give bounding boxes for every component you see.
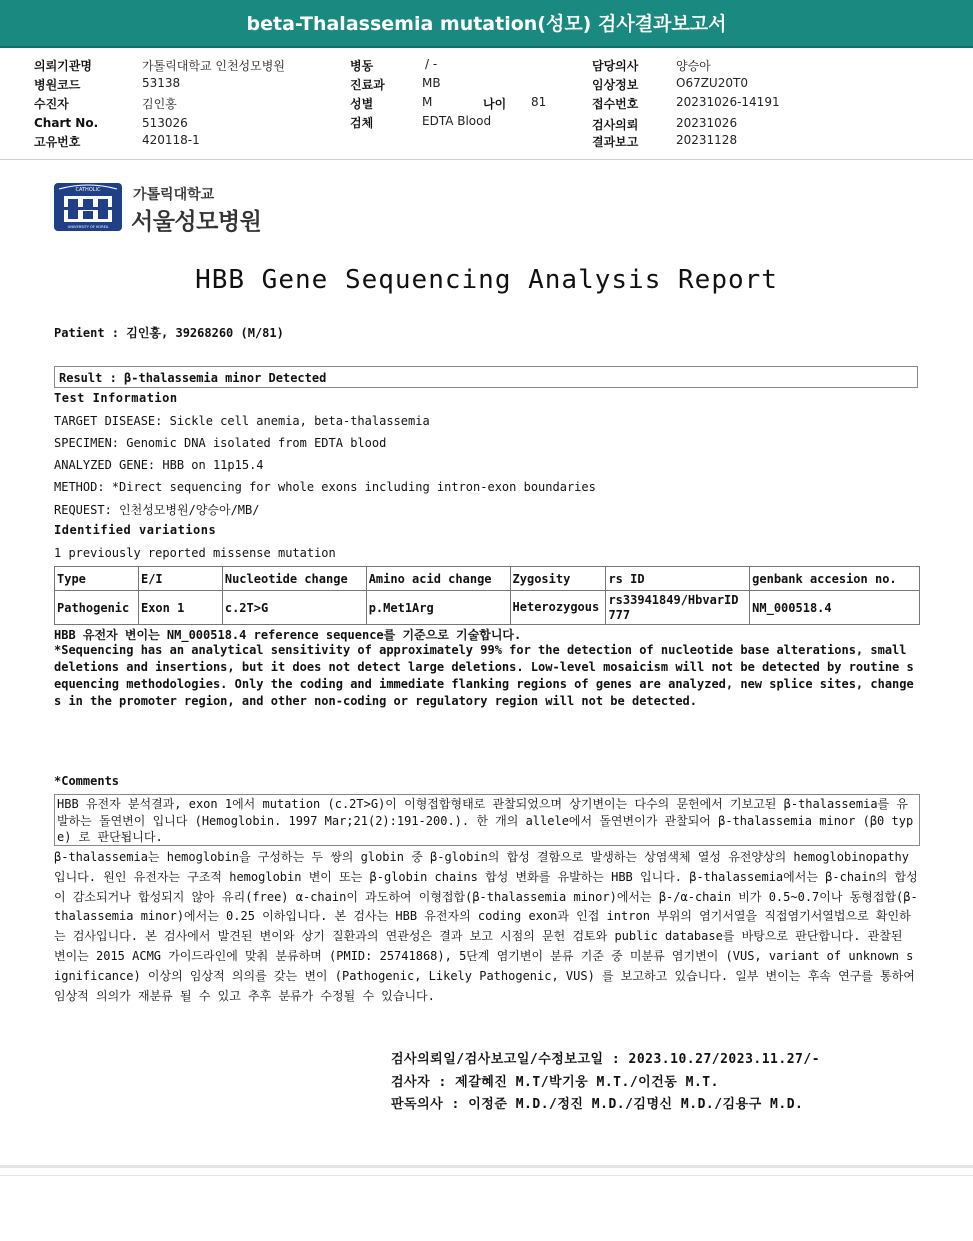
signature-testers: 검사자 : 제갈혜진 M.T/박기웅 M.T./이건동 M.T. [391,1075,719,1090]
logo-university-name: 가톨릭대학교 [133,187,215,203]
variant-table-header-row [55,567,920,591]
col-header-type: Type [55,567,139,591]
col-header-amino-acid: Amino acid change [366,567,510,591]
col-header-rs-id: rs ID [606,567,750,591]
header-value-specimen: EDTA Blood [422,114,492,128]
identified-heading: Identified variations [54,523,217,537]
header-value-age: 81 [531,95,547,109]
reference-note: HBB 유전자 변이는 NM_000518.4 reference sequence를 기준으로 기술합니다. [54,628,522,642]
target-disease: TARGET DISEASE: Sickle cell anemia, beta-thalassemia [54,414,430,428]
header-label-chart-no: Chart No. [34,116,99,130]
header-label-report-date: 결과보고 [592,135,639,149]
comments-detail: β-thalassemia는 hemoglobin을 구성하는 두 쌍의 globin 중 β-globin의 합성 결함으로 발생하는 상염색체 열성 유전양상의 hemoglobinopathy입니다. 원인 유전자는 구조적 hemoglobin 변이 또는 β-globin chains 합성 변화를 유발하는 HBB 입니다. β-thalassemia에서는 β-chain의 합성이 감소되거나 합성되지 않아 유리(free) α-chain이 과도하여 이형접합(β-thalassemia minor)에서는 β-/α-chain 비가 0.5~0.7이나 동형접합(β-thalassemia minor)에서는 0.25 이하입니다. 본 검사는 HBB 유전자의 coding exon과 인접 intron 부위의 염기서열을 직접염기서열법으로 확인하는 검사입니다. 본 검사에서 발견된 변이와 상기 질환과의 연관성은 결과 보고 시점의 문헌 검토와 public database를 바탕으로 판단합니다. 관찰된 변이는 2015 ACMG 가이드라인에 맞춰 분류하며 (PMID: 25741868), 5단계 염기변이 분류 기준 중 미분류 염기변이 (VUS, variant of unknown significance) 이상의 임상적 의의를 갖는 변이 (Pathogenic, Likely Pathogenic, VUS) 를 보고하고 있습니다. 일부 변이는 후속 연구를 통하여 임상적 의의가 재분류 될 수 있고 추후 분류가 수정될 수 있습니다. [54,850,918,1003]
patient-line: Patient : 김인홍, 39268260 (M/81) [54,326,284,340]
analyzed-gene: ANALYZED GENE: HBB on 11p15.4 [54,458,264,472]
header-value-hospital-code: 53138 [142,76,181,90]
header-value-ward: / - [425,57,438,71]
header-label-specimen: 검체 [350,116,374,130]
header-label-institution: 의뢰기관명 [34,59,92,73]
header-value-report-date: 20231128 [676,133,738,147]
header-value-accession-no: 20231026-14191 [676,95,780,109]
header-label-doctor: 담당의사 [592,59,639,73]
header-label-request-date: 검사의뢰 [592,118,639,132]
header-label-hospital-code: 병원코드 [34,78,81,92]
hospital-logo-icon [54,183,122,231]
specimen-line: SPECIMEN: Genomic DNA isolated from EDTA blood [54,436,387,450]
banner-underline [0,46,973,48]
header-value-request-date: 20231026 [676,116,738,130]
test-info-heading: Test Information [54,391,178,405]
footer-divider-thin [0,1175,973,1176]
header-value-patient: 김인홍 [142,97,177,111]
header-value-department: MB [422,76,441,90]
header-label-unique-no: 고유번호 [34,135,81,149]
table-row [55,591,920,625]
cell-exon-intron: Exon 1 [138,591,222,625]
logo-hospital-name: 서울성모병원 [131,209,262,235]
header-value-chart-no: 513026 [142,116,188,130]
sensitivity-note: *Sequencing has an analytical sensitivity of approximately 99% for the detection of nucleotide base alterations, small deletions and insertions, but it does not detect large deletions. Low-level mosaicism will not be detected by routine sequencing methodologies. Only the coding and immediate flanking regions of genes are analyzed, new splice sites, changes in the promoter region, and other non-coding or regulatory region will not be detected. [54,643,914,708]
header-value-clinical-info: O67ZU20T0 [676,76,748,90]
header-label-accession-no: 접수번호 [592,97,639,111]
cell-genbank: NM_000518.4 [750,591,920,625]
col-header-genbank: genbank accesion no. [750,567,920,591]
report-banner-title: beta-Thalassemia mutation(성모) 검사결과보고서 [0,0,973,46]
report-title: HBB Gene Sequencing Analysis Report [195,265,778,295]
header-value-unique-no: 420118-1 [142,133,200,147]
header-label-age: 나이 [483,97,507,111]
header-label-ward: 병동 [350,59,374,73]
header-value-sex: M [422,95,433,109]
request-line: REQUEST: 인천성모병원/양승아/MB/ [54,503,260,517]
cell-rs-id: rs33941849/HbvarID 777 [606,591,750,625]
cell-zygosity: Heterozygous [510,591,606,625]
col-header-nucleotide: Nucleotide change [222,567,366,591]
cell-nucleotide: c.2T>G [222,591,366,625]
header-label-clinical-info: 임상정보 [592,78,639,92]
variant-table [54,566,920,625]
signature-physicians: 판독의사 : 이정준 M.D./정진 M.D./김명신 M.D./김용구 M.D. [391,1097,804,1112]
identified-summary: 1 previously reported missense mutation [54,546,336,560]
logo-emblem-top-text: CATHOLIC [75,187,101,193]
logo-emblem-bottom-text: UNIVERSITY OF KOREA [67,225,109,229]
comments-heading: *Comments [54,774,120,788]
header-value-institution: 가톨릭대학교 인천성모병원 [142,59,285,73]
cell-type: Pathogenic [55,591,139,625]
header-label-sex: 성별 [350,97,374,111]
header-value-doctor: 양승아 [676,59,711,73]
cell-amino-acid: p.Met1Arg [366,591,510,625]
header-label-department: 진료과 [350,78,385,92]
result-box: Result : β-thalassemia minor Detected [54,366,918,388]
header-label-patient: 수진자 [34,97,69,111]
col-header-zygosity: Zygosity [510,567,606,591]
col-header-exon-intron: E/I [138,567,222,591]
method-line: METHOD: *Direct sequencing for whole exons including intron-exon boundaries [54,480,596,494]
comments-box: HBB 유전자 분석결과, exon 1에서 mutation (c.2T>G)이 이형접합형태로 관찰되었으며 상기변이는 다수의 문헌에서 기보고된 β-thalassemia를 유발하는 돌연변이 입니다 (Hemoglobin. 1997 Mar;21(2):191-200.). 한 개의 allele에서 돌연변이가 관찰되어 β-thalassemia minor (β0 type) 로 판단됩니다. [54,794,920,846]
signature-dates: 검사의뢰일/검사보고일/수정보고일 : 2023.10.27/2023.11.27/- [391,1052,821,1067]
header-divider [0,159,973,160]
footer-divider [0,1165,973,1168]
